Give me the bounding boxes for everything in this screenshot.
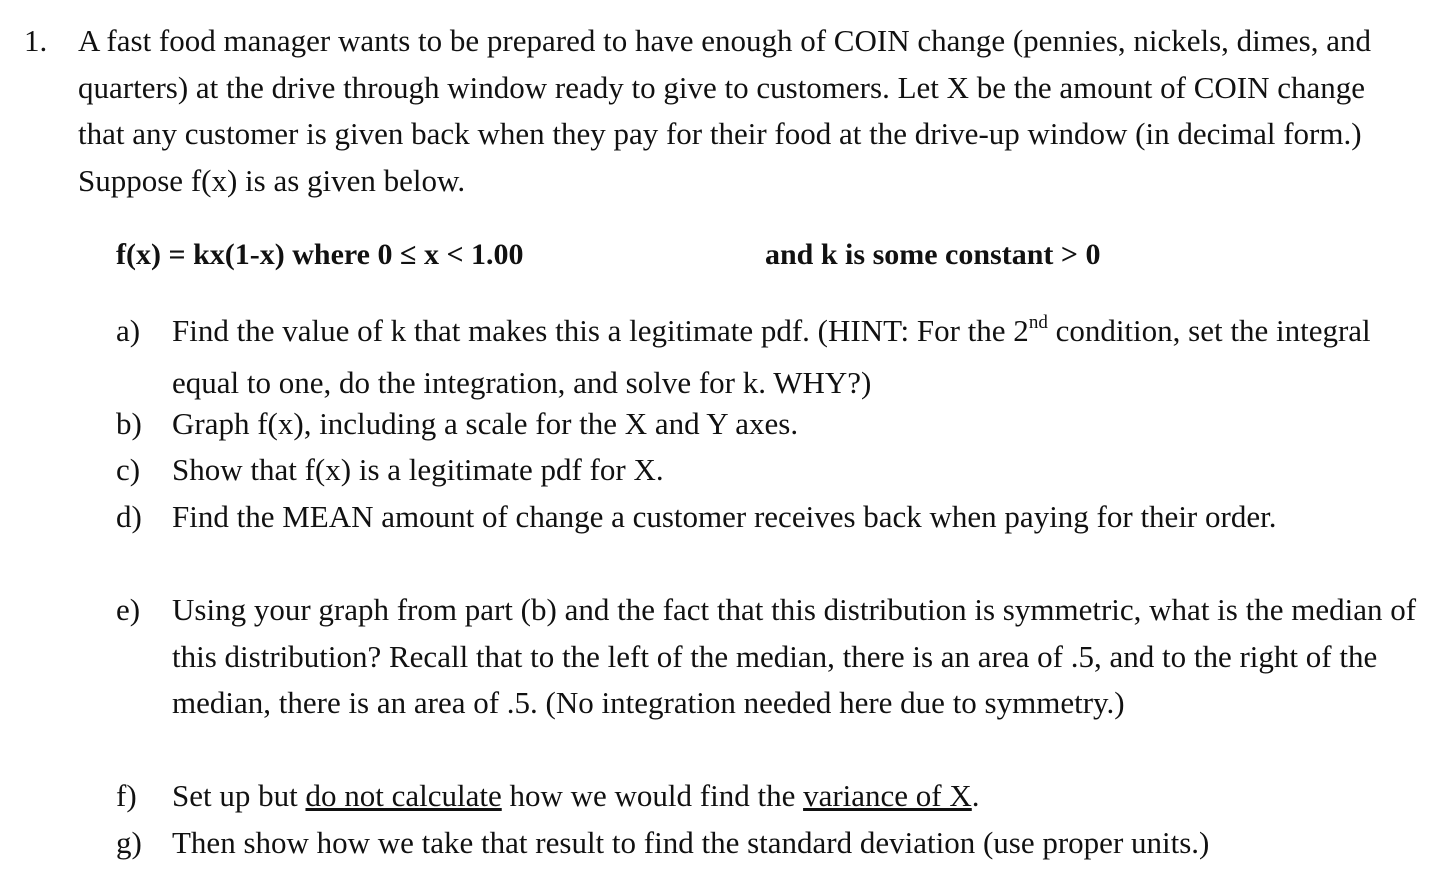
part-d-label: d)	[116, 499, 142, 534]
part-b-label: b)	[116, 406, 142, 441]
underlined-do-not-calculate: do not calculate	[305, 778, 502, 813]
part-g-label: g)	[116, 825, 142, 860]
pdf-formula: f(x) = kx(1-x) where 0 ≤ x < 1.00	[116, 238, 524, 271]
part-b-text: Graph f(x), including a scale for the X and Y axes.	[172, 406, 799, 441]
part-c-text: Show that f(x) is a legitimate pdf for X.	[172, 452, 664, 487]
underlined-variance-of-x: variance of X	[803, 778, 972, 813]
problem-stem: A fast food manager wants to be prepared to have enough of COIN change (pennies, nickels, dimes, and quarters) at the drive through window ready to give to customers. Let X be the amount of COIN change that any customer is given back when they pay for their food at the drive-up window (in decimal form.) Suppose f(x) is as given below.	[78, 23, 1371, 198]
part-d-text: Find the MEAN amount of change a customer receives back when paying for their order.	[172, 499, 1277, 534]
constant-condition: and k is some constant > 0	[765, 238, 1101, 271]
superscript-nd: nd	[1028, 312, 1048, 333]
part-f-text: Set up but do not calculate how we would find the variance of X.	[172, 778, 980, 813]
part-a-label: a)	[116, 313, 141, 348]
part-c-label: c)	[116, 452, 141, 487]
part-g-text: Then show how we take that result to find the standard deviation (use proper units.)	[172, 825, 1210, 860]
part-a-text: Find the value of k that makes this a legitimate pdf. (HINT: For the 2nd condition, set the integral equal to one, do the integration, and solve for k. WHY?)	[172, 312, 1371, 400]
part-f-label: f)	[116, 778, 137, 813]
part-e-text: Using your graph from part (b) and the fact that this distribution is symmetric, what is the median of this distribution? Recall that to the left of the median, there is an area of .5, and to the right of the median, there is an area of .5. (No integration needed here due to symmetry.)	[172, 592, 1417, 720]
part-e-label: e)	[116, 592, 141, 627]
problem-number: 1.	[24, 23, 48, 58]
